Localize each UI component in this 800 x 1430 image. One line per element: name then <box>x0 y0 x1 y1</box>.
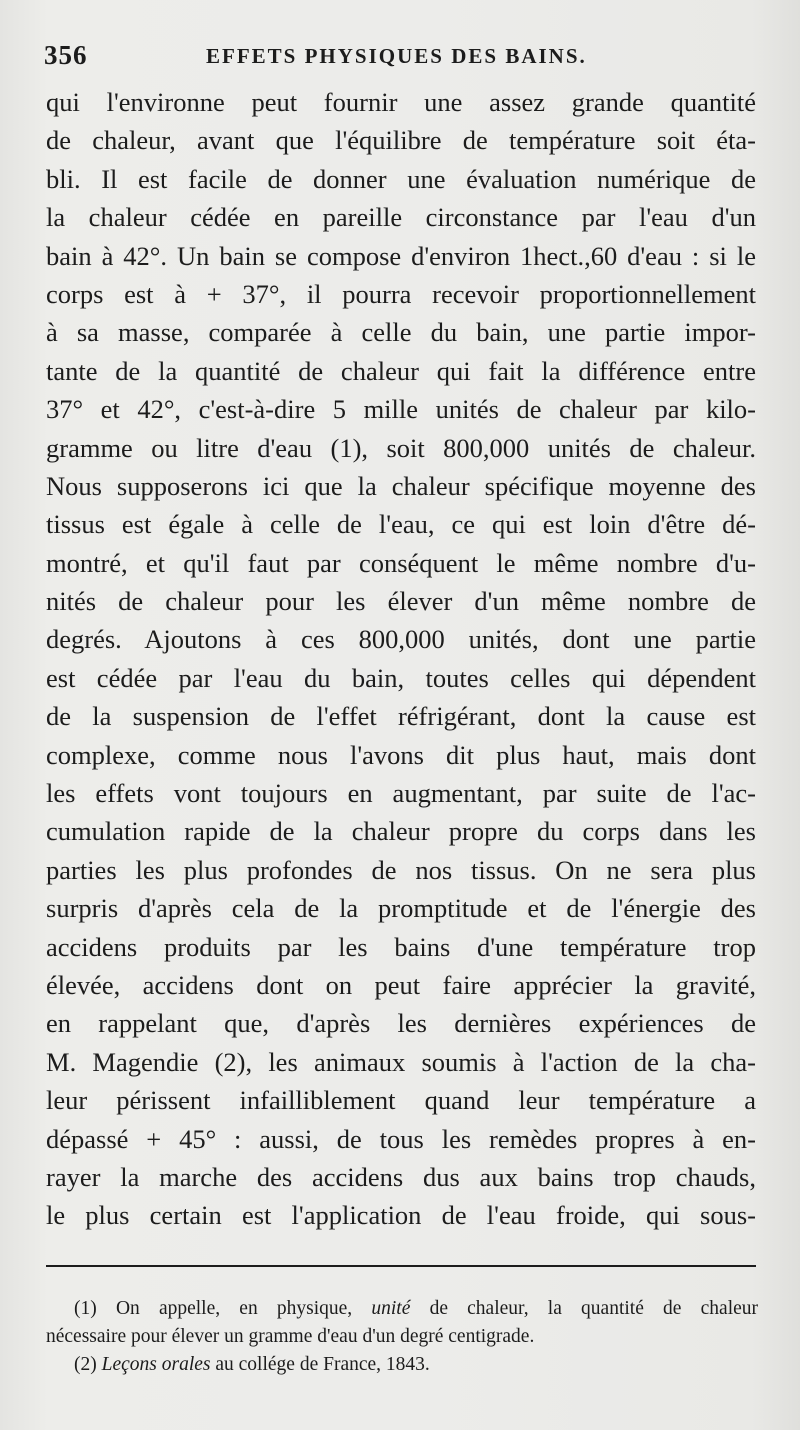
footnote-marker: (2) <box>74 1354 97 1375</box>
footnote-1 <box>46 1295 758 1323</box>
body-line: 37° et 42°, c'est-à-dire 5 mille unités de chaleur par kilo- <box>46 394 756 425</box>
body-line: la chaleur cédée en pareille circonstance par l'eau d'un <box>46 202 756 233</box>
body-line: bli. Il est facile de donner une évaluation numérique de <box>46 163 756 194</box>
running-head: EFFETS PHYSIQUES DES BAINS. <box>206 44 587 68</box>
body-line: complexe, comme nous l'avons dit plus haut, mais dont <box>46 739 756 770</box>
footnote-2 <box>46 1351 758 1379</box>
body-line: tissus est égale à celle de l'eau, ce qui est loin d'être dé- <box>46 509 756 540</box>
footnote-text: de chaleur, la quantité de chaleur <box>429 1298 759 1319</box>
body-line: montré, et qu'il faut par conséquent le même nombre d'u- <box>46 547 756 578</box>
body-line: accidens produits par les bains d'une température trop <box>46 931 756 962</box>
footnote-marker: (1) <box>74 1298 97 1319</box>
body-line: gramme ou litre d'eau (1), soit 800,000 unités de chaleur. <box>46 432 756 463</box>
body-line: de la suspension de l'effet réfrigérant, dont la cause est <box>46 701 756 732</box>
page-number: 356 <box>44 40 88 70</box>
body-line: surpris d'après cela de la promptitude et de l'énergie des <box>46 893 756 924</box>
body-line: tante de la quantité de chaleur qui fait la différence entre <box>46 355 756 386</box>
body-line: parties les plus profondes de nos tissus. On ne sera plus <box>46 854 756 885</box>
body-line: degrés. Ajoutons à ces 800,000 unités, dont une partie <box>46 624 756 655</box>
body-line: rayer la marche des accidens dus aux bains trop chauds, <box>46 1161 756 1192</box>
footnote-rule <box>46 1265 756 1267</box>
body-line: est cédée par l'eau du bain, toutes celles qui dépendent <box>46 662 756 693</box>
footnote-1-continued: nécessaire pour élever un gramme d'eau d'un degré centigrade. <box>46 1326 535 1347</box>
body-line: corps est à + 37°, il pourra recevoir proportionnellement <box>46 278 756 309</box>
body-line: cumulation rapide de la chaleur propre du corps dans les <box>46 816 756 847</box>
body-line: dépassé + 45° : aussi, de tous les remèdes propres à en- <box>46 1123 756 1154</box>
body-line: Nous supposerons ici que la chaleur spécifique moyenne des <box>46 470 756 501</box>
body-line: qui l'environne peut fournir une assez grande quantité <box>46 87 756 117</box>
footnote-emphasis: unité <box>371 1298 411 1319</box>
body-line: de chaleur, avant que l'équilibre de température soit éta- <box>46 125 756 156</box>
body-line: bain à 42°. Un bain se compose d'environ 1hect.,60 d'eau : si le <box>46 240 756 271</box>
body-line: M. Magendie (2), les animaux soumis à l'action de la cha- <box>46 1046 756 1077</box>
body-line: à sa masse, comparée à celle du bain, une partie impor- <box>46 317 756 348</box>
footnote-emphasis: Leçons orales <box>101 1354 211 1375</box>
body-line: les effets vont toujours en augmentant, par suite de l'ac- <box>46 778 756 809</box>
body-text <box>46 83 756 1235</box>
body-line: leur périssent infailliblement quand leur température a <box>46 1085 756 1116</box>
body-line: en rappelant que, d'après les dernières expériences de <box>46 1008 756 1039</box>
body-line: le plus certain est l'application de l'eau froide, qui sous- <box>46 1200 756 1231</box>
body-line: élevée, accidens dont on peut faire apprécier la gravité, <box>46 969 756 1000</box>
footnote-text: On appelle, en physique, <box>115 1298 353 1319</box>
footnote-text: au collége de France, 1843. <box>215 1354 430 1375</box>
footnotes <box>46 1295 758 1379</box>
body-line: nités de chaleur pour les élever d'un même nombre de <box>46 586 756 617</box>
page-header <box>44 40 764 80</box>
